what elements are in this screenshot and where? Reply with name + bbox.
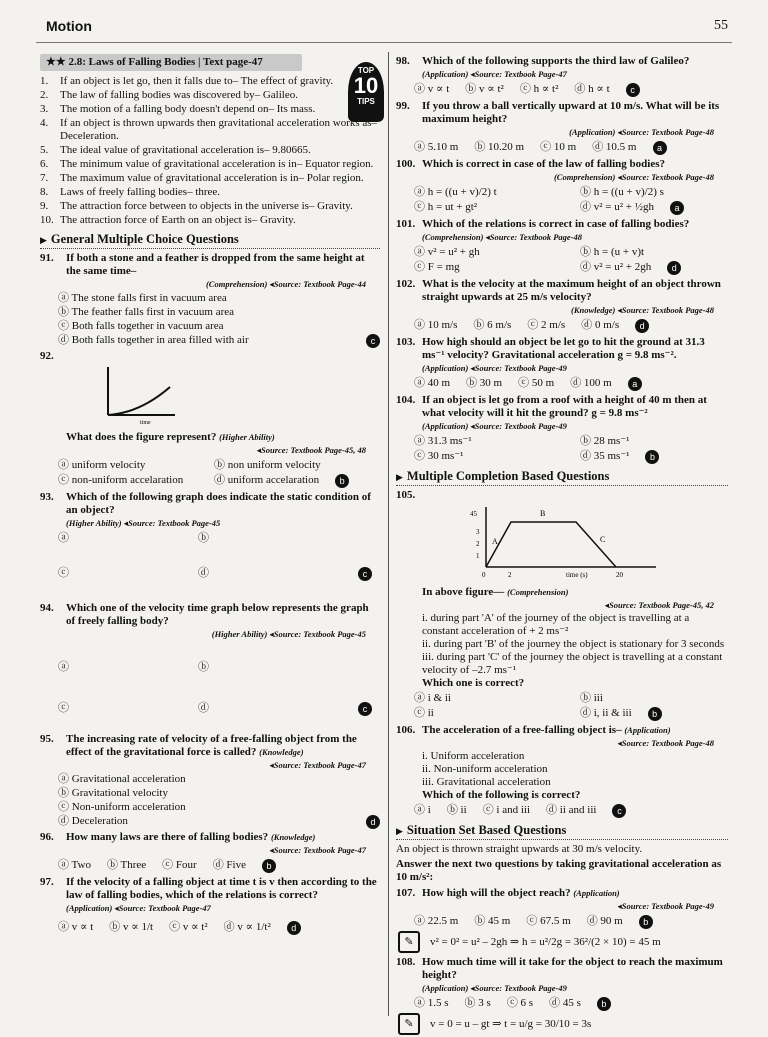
- answer-badge: b: [335, 474, 349, 488]
- chapter-title: Motion: [46, 18, 92, 34]
- question-98: 98. Which of the following supports the third law of Galileo? (Application) ◂Source: Textbook Page-47 ⓐ v ∝ t ⓑ v ∝ t² ⓒ h ∝ t² ⓓ h ∝ t c: [396, 55, 690, 95]
- solution-note: v = 0 = u – gt ⇒ t = u/g = 30/10 = 3s: [430, 1017, 592, 1030]
- question-96: 96. How many laws are there of falling bodies? (Knowledge) ◂Source: Textbook Page-47 ⓐ Two ⓑ Three ⓒ Four ⓓ Five b: [40, 831, 366, 871]
- fact-item: 7. The maximum value of gravitational acceleration is in– Polar region.: [40, 172, 364, 184]
- answer-badge: d: [667, 261, 681, 275]
- answer-badge: a: [653, 141, 667, 155]
- x-tick: 20: [616, 571, 623, 579]
- answer-badge: c: [612, 804, 626, 818]
- answer-badge: b: [645, 450, 659, 464]
- question-100: 100. Which is correct in case of the law of falling bodies? (Comprehension) ◂Source: Textbook Page-48 ⓐ h = ((u + v)/2) t ⓑ h = ((u + v)/2) s ⓒ h = ut + gt² ⓓ v² = u² + ½gh a: [396, 158, 714, 213]
- answer-badge: d: [366, 815, 380, 829]
- header-divider: [36, 42, 732, 43]
- right-column: [396, 52, 728, 1037]
- fact-item: 2. The law of falling bodies was discovered by– Galileo.: [40, 89, 298, 101]
- answer-badge: a: [670, 201, 684, 215]
- answer-badge: c: [626, 83, 640, 97]
- question-101: 101. Which of the relations is correct in case of falling bodies? (Comprehension) ◂Source: Textbook Page-48 ⓐ v² = u² + gh ⓑ h = (u + v)t ⓒ F = mg ⓓ v² = u² + 2gh d: [396, 218, 690, 273]
- question-92: 92. time What does the figure represent? (Higher Ability) ◂Source: Textbook Page-45, 48 ⓐ uniform velocity ⓑ non uniform velocity ⓒ non-uniform accelaration ⓓ uniform accelaration b: [40, 350, 366, 486]
- y-tick: 1: [476, 552, 480, 560]
- page-header: [46, 18, 728, 44]
- y-tick: 3: [476, 528, 480, 536]
- answer-badge: a: [628, 377, 642, 391]
- question-95: 95. The increasing rate of velocity of a free-falling object from the effect of the gravitational force is called? (Knowledge) ◂Source: Textbook Page-47 ⓐ Gravitational acceleration ⓑ Gravitational velocity ⓒ Non-uniform acceleration ⓓ Deceleration d: [40, 733, 380, 828]
- answer-badge: b: [648, 707, 662, 721]
- top-tips-badge: TOP 10 TIPS: [348, 62, 384, 122]
- answer-badge: b: [597, 997, 611, 1011]
- section-heading: ▶ Multiple Completion Based Questions: [396, 470, 728, 486]
- left-column: [40, 52, 380, 937]
- answer-badge: b: [639, 915, 653, 929]
- answer-badge: d: [287, 921, 301, 935]
- question-99: 99. If you throw a ball vertically upward at 10 m/s. What will be its maximum height? (Application) ◂Source: Textbook Page-48 ⓐ 5.10 m ⓑ 10.20 m ⓒ 10 m ⓓ 10.5 m a: [396, 100, 720, 153]
- answer-badge: b: [262, 859, 276, 873]
- section-heading: ▶ Situation Set Based Questions: [396, 824, 728, 840]
- topic-heading: ★★ 2.8: Laws of Falling Bodies | Text page-47: [40, 54, 302, 71]
- solution-note: v² = 0² = u² – 2gh ⇒ h = u²/2g = 36²/(2 × 10) = 45 m: [430, 935, 661, 948]
- question-93: 93. Which of the following graph does indicate the static condition of an object? (Higher Ability) ◂Source: Textbook Page-45 ⓐ ⓑ ⓒ ⓓ c: [40, 491, 371, 579]
- question-91: 91. If both a stone and a feather is dropped from the same height at the same time– (Comprehension) ◂Source: Textbook Page-44 ⓐ The stone falls first in vacuum area ⓑ The feather falls first in vacuum area ⓒ Both falls together in vacuum area ⓓ Both falls together in area filled with air c: [40, 252, 380, 347]
- question-104: 104. If an object is let go from a roof with a height of 40 m then at what velocity will it hit the ground? g = 9.8 ms⁻² (Application) ◂Source: Textbook Page-49 ⓐ 31.3 ms⁻¹ ⓑ 28 ms⁻¹ ⓒ 30 ms⁻¹ ⓓ 35 ms⁻¹ b: [396, 394, 707, 462]
- pencil-note-icon: ✎: [398, 931, 420, 953]
- situation-instruction: Answer the next two questions by taking gravitational acceleration as 10 m/s²:: [396, 858, 722, 883]
- section-heading: ▶ General Multiple Choice Questions: [40, 233, 380, 249]
- question-94: 94. Which one of the velocity time graph below represents the graph of freely falling body? (Higher Ability) ◂Source: Textbook Page-45 ⓐ ⓑ ⓒ ⓓ c: [40, 602, 380, 730]
- answer-badge: c: [358, 702, 372, 716]
- column-divider: [388, 52, 389, 1016]
- segment-label: C: [600, 535, 606, 544]
- page-number: 55: [714, 18, 728, 33]
- x-tick: time (s): [566, 571, 588, 579]
- segment-label: A: [492, 537, 498, 546]
- question-106: 106. The acceleration of a free-falling object is– (Application) ◂Source: Textbook Page-48 i. Uniform acceleration ii. Non-uniform acceleration iii. Gravitational acceleration Which of the following is correct? ⓐ i ⓑ ii ⓒ i and iii ⓓ ii and iii c: [396, 724, 714, 816]
- answer-badge: c: [366, 334, 380, 348]
- x-tick: 0: [482, 571, 486, 579]
- velocity-time-graph: [466, 502, 666, 582]
- answer-badge: c: [358, 567, 372, 581]
- fact-item: 8. Laws of freely falling bodies– three.: [40, 186, 221, 198]
- fact-item: 10. The attraction force of Earth on an object is– Gravity.: [40, 214, 296, 226]
- answer-badge: d: [635, 319, 649, 333]
- fact-item: 6. The minimum value of gravitational acceleration is in– Equator region.: [40, 158, 374, 170]
- graph-time-label: time: [140, 420, 151, 425]
- situation-text: An object is thrown straight upwards at 30 m/s velocity.: [396, 843, 643, 855]
- graph-curve-icon: [100, 365, 180, 425]
- facts-list: [40, 75, 380, 227]
- fact-item: 3. The motion of a falling body doesn't depend on– Its mass.: [40, 103, 316, 115]
- question-97: 97. If the velocity of a falling object at time t is v then according to the law of falling bodies, which of the relations is correct? (Application) ◂Source: Textbook Page-47 ⓐ v ∝ t ⓑ v ∝ 1/t ⓒ v ∝ t² ⓓ v ∝ 1/t² d: [40, 876, 377, 933]
- x-tick: 2: [508, 571, 512, 579]
- question-107: 107. How high will the object reach? (Application) ◂Source: Textbook Page-49 ⓐ 22.5 m ⓑ 45 m ⓒ 67.5 m ⓓ 90 m b ✎ v² = 0² = u² – 2gh ⇒ h = u²/2g = 36²/(2 × 10) = 45 m: [396, 887, 728, 953]
- question-105: 105. 45 3 2 1 0 2 time (s) 20 A B C In above figure— (Comprehension) ◂Source: Textbook Page-45, 42 i. during part 'A' of the journey of the object is travelling at a constant acceleration of + 2 ms⁻² ii. during part 'B' of the journey the object is stationary for 3 seconds iii. during part 'C' of the journey the object is travelling at a constant velocity of –2.7 ms⁻¹ Which one is correct? ⓐ i & ii ⓑ iii ⓒ ii ⓓ i, ii & iii b: [396, 489, 725, 719]
- question-102: 102. What is the velocity at the maximum height of an object thrown straight upwards at 25 m/s velocity? (Knowledge) ◂Source: Textbook Page-48 ⓐ 10 m/s ⓑ 6 m/s ⓒ 2 m/s ⓓ 0 m/s d: [396, 278, 721, 331]
- question-108: 108. How much time will it take for the object to reach the maximum height? (Application) ◂Source: Textbook Page-49 ⓐ 1.5 s ⓑ 3 s ⓒ 6 s ⓓ 45 s b ✎ v = 0 = u – gt ⇒ t = u/g = 30/10 = 3s: [396, 956, 728, 1035]
- fact-item: 5. The ideal value of gravitational acceleration is– 9.80665.: [40, 144, 311, 156]
- question-103: 103. How high should an object be let go to hit the ground at 31.3 ms⁻¹ velocity? Gravitational acceleration g = 9.8 ms⁻². (Application) ◂Source: Textbook Page-49 ⓐ 40 m ⓑ 30 m ⓒ 50 m ⓓ 100 m a: [396, 336, 705, 389]
- segment-label: B: [540, 509, 546, 518]
- y-tick: 2: [476, 540, 480, 548]
- y-tick: 45: [470, 510, 477, 518]
- pencil-note-icon: ✎: [398, 1013, 420, 1035]
- fact-item: 1. If an object is let go, then it falls due to– The effect of gravity.: [40, 75, 334, 87]
- fact-item: 4. If an object is thrown upwards then gravitational acceleration works as– Deceleration.: [40, 117, 378, 142]
- fact-item: 9. The attraction force between to objects in the universe is– Gravity.: [40, 200, 353, 212]
